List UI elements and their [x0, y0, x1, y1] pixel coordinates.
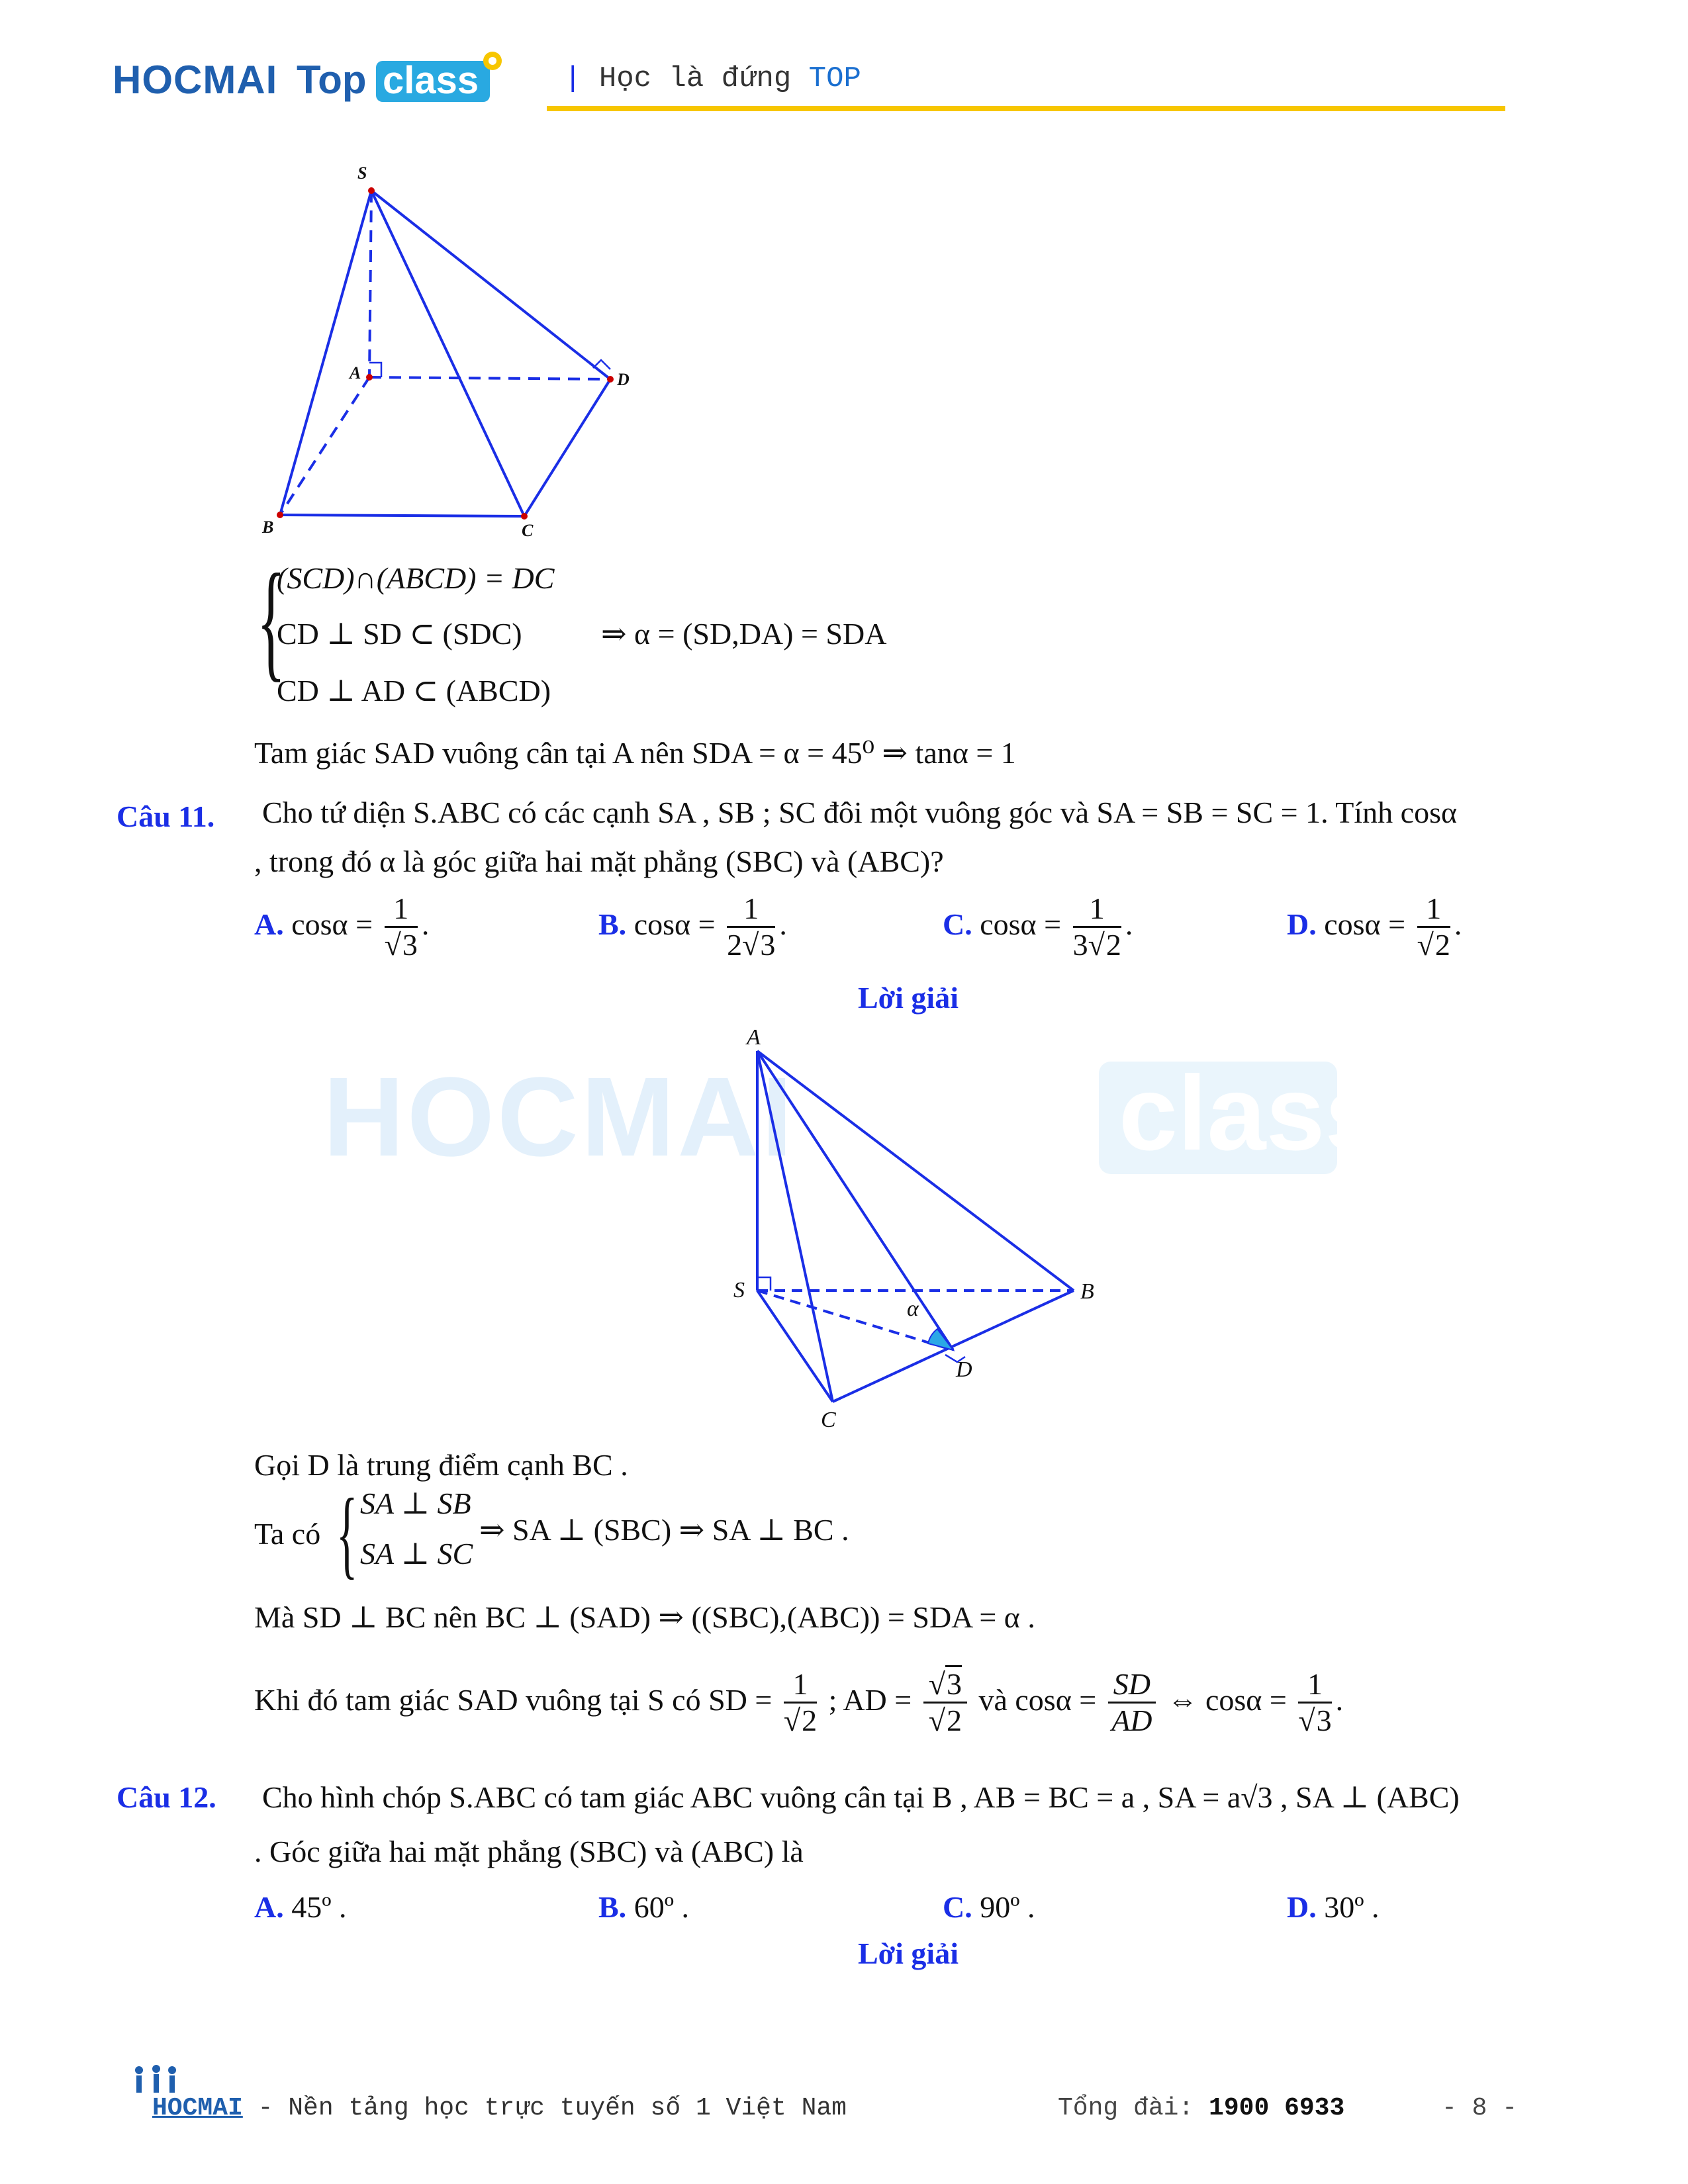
- sol11-sys-res: ⇒ SA ⊥ (SBC) ⇒ SA ⊥ BC .: [479, 1513, 849, 1547]
- edge-cb: [833, 1291, 1074, 1402]
- figure-pyramid-sabcd: [252, 159, 662, 543]
- sol11-khido: Khi đó tam giác SAD vuông tại S có SD = $\frac{1}{√2}$ ; AD = $\frac{√3}{√2}$ và cosα = $\frac{SD}{AD}$ ⇔ cosα = $\frac{1}{√3}$ .: [254, 1668, 1343, 1738]
- tam-giac-line: Tam giác SAD vuông cân tại A nên SDA = α = 45⁰ ⇒ tanα = 1: [254, 736, 1016, 770]
- label-d: D: [956, 1357, 972, 1382]
- footer-page-number: - 8 -: [1442, 2094, 1518, 2122]
- label-c: C: [821, 1408, 836, 1432]
- sys1-line1: (SCD)∩(ABCD) = DC: [277, 561, 555, 595]
- sol11-taco: Ta có: [254, 1517, 321, 1551]
- q11-option-a[interactable]: A. cosα = $\frac{1}{√3}$ .: [254, 891, 430, 962]
- system-brace-1: {: [257, 547, 286, 694]
- system-brace-2: {: [336, 1479, 358, 1588]
- label-a: A: [747, 1026, 761, 1050]
- q11-option-c[interactable]: C. cosα = $\frac{1}{3√2}$ .: [943, 891, 1133, 962]
- sun-icon: [478, 46, 507, 75]
- sol11-ma: Mà SD ⊥ BC nên BC ⊥ (SAD) ⇒ ((SBC),(ABC)) = SDA = α .: [254, 1600, 1035, 1634]
- edge-ad: [757, 1051, 953, 1350]
- label-b: B: [262, 518, 274, 537]
- edge-cd: [524, 379, 610, 516]
- q11-line1: Cho tứ diện S.ABC có các cạnh SA , SB ; SC đôi một vuông góc và SA = SB = SC = 1. Tính cosα: [262, 796, 1458, 829]
- figure-tetrahedron-sabc: [728, 1026, 1125, 1436]
- footer-hotline: Tổng đài: 1900 6933: [1058, 2094, 1345, 2122]
- watermark-class: class: [1119, 1054, 1384, 1172]
- label-d: D: [617, 370, 630, 389]
- q12-option-c[interactable]: C. 90º .: [943, 1890, 1035, 1924]
- sol11-sys-l2: SA ⊥ SC: [360, 1537, 473, 1570]
- q12-line2: . Góc giữa hai mặt phẳng (SBC) và (ABC) là: [254, 1835, 804, 1868]
- header: [0, 0, 1688, 126]
- q12-label: Câu 12.: [117, 1780, 216, 1814]
- header-rule: [547, 106, 1505, 111]
- edge-sc: [371, 191, 524, 516]
- q11-option-d[interactable]: D. cosα = $\frac{1}{√2}$ .: [1287, 891, 1462, 962]
- label-b: B: [1080, 1279, 1094, 1304]
- q11-option-b[interactable]: B. cosα = $\frac{1}{2√3}$ .: [598, 891, 787, 962]
- logo-class: class: [383, 59, 479, 102]
- sys1-line2: CD ⊥ SD ⊂ (SDC): [277, 617, 522, 651]
- q12-option-a[interactable]: A. 45º .: [254, 1890, 347, 1924]
- footer-text: HOCMAI - Nền tảng học trực tuyến số 1 Việt Nam: [152, 2094, 847, 2122]
- edge-bc: [280, 515, 524, 516]
- sol11-goi: Gọi D là trung điểm cạnh BC .: [254, 1448, 628, 1482]
- label-alpha: α: [907, 1297, 919, 1321]
- label-c: C: [522, 521, 534, 540]
- q12-option-d[interactable]: D. 30º .: [1287, 1890, 1380, 1924]
- q12-option-b[interactable]: B. 60º .: [598, 1890, 689, 1924]
- q12-line1: Cho hình chóp S.ABC có tam giác ABC vuông cân tại B , AB = BC = a , SA = a√3 , SA ⊥ (ABC): [262, 1780, 1460, 1814]
- q12-loi-giai: Lời giải: [858, 1936, 959, 1970]
- q11-label: Câu 11.: [117, 799, 215, 833]
- edge-ac: [757, 1051, 833, 1402]
- edge-sb: [280, 191, 371, 515]
- label-a: A: [350, 363, 361, 383]
- logo-hocmai: HOCMAI: [113, 58, 278, 102]
- q11-loi-giai: Lời giải: [858, 981, 959, 1015]
- sys1-result: ⇒ α = (SD,DA) = SDA: [601, 617, 887, 651]
- logo-top: Top: [297, 58, 367, 102]
- edge-sa: [369, 191, 371, 377]
- edge-ad: [369, 377, 610, 379]
- slogan: | Học là đứng TOP: [564, 62, 861, 95]
- edge-sd: [371, 191, 610, 379]
- edge-ab: [757, 1051, 1074, 1291]
- edge-sd: [757, 1291, 953, 1350]
- watermark-hocmai: HOCMAI: [323, 1054, 796, 1180]
- sys1-line3: CD ⊥ AD ⊂ (ABCD): [277, 674, 551, 707]
- label-s: S: [733, 1278, 745, 1302]
- q11-line2: , trong đó α là góc giữa hai mặt phẳng (SBC) và (ABC)?: [254, 844, 944, 878]
- label-s: S: [357, 163, 367, 183]
- sol11-sys-l1: SA ⊥ SB: [360, 1486, 471, 1520]
- edge-ab: [280, 377, 369, 515]
